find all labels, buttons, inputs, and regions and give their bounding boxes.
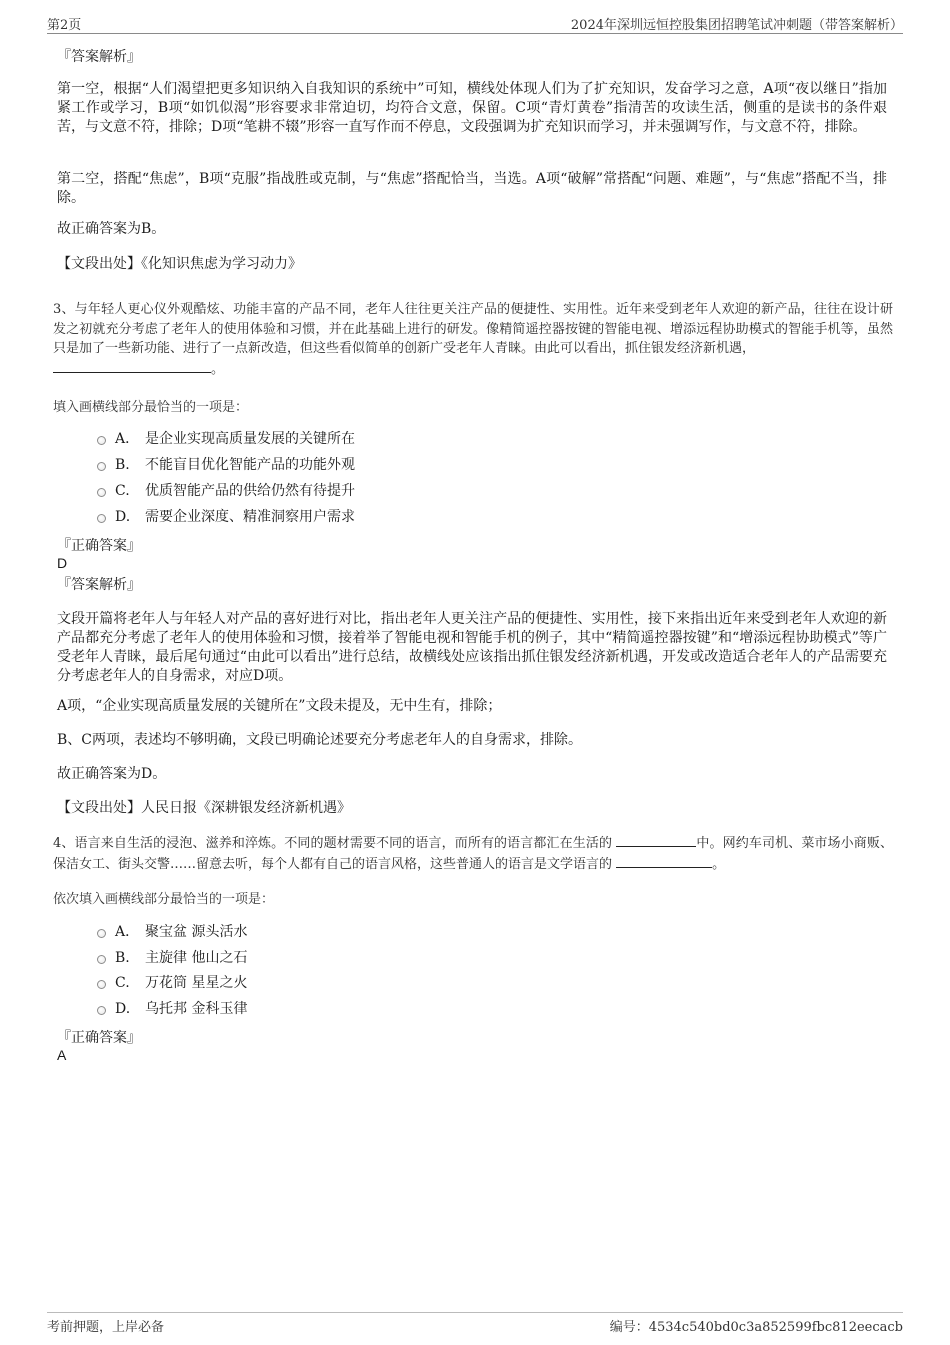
analysis-label: 『答案解析』 — [57, 49, 141, 65]
option-text: 不能盲目优化智能产品的功能外观 — [145, 457, 355, 473]
option-key: D. — [115, 509, 131, 525]
option-key: A． — [115, 431, 140, 447]
option-text: 乌托邦 金科玉律 — [145, 1001, 248, 1017]
answer-conclusion: 故正确答案为B。 — [57, 221, 166, 237]
option-a[interactable] — [97, 430, 355, 448]
radio-icon[interactable] — [97, 462, 106, 471]
page-header — [47, 14, 903, 34]
option-b[interactable] — [97, 949, 247, 967]
correct-answer-label: 『正确答案』 — [57, 1030, 141, 1046]
document-code: 编号：4534c540bd0c3a852599fbc812eecacb — [609, 1320, 903, 1335]
question-stem — [53, 833, 893, 874]
option-text: 聚宝盆 源头活水 — [145, 924, 248, 940]
option-key: C. — [115, 975, 130, 991]
source-citation: 【文段出处】人民日报《深耕银发经济新机遇》 — [57, 800, 351, 816]
option-d[interactable] — [97, 1000, 247, 1018]
analysis-line: A项，“企业实现高质量发展的关键所在”文段未提及，无中生有，排除； — [57, 698, 502, 714]
footer-slogan: 考前押题，上岸必备 — [47, 1320, 165, 1335]
radio-icon[interactable] — [97, 955, 106, 964]
correct-answer: A — [57, 1047, 67, 1063]
option-c[interactable] — [97, 974, 247, 992]
option-text: 需要企业深度、精准洞察用户需求 — [145, 509, 355, 525]
radio-icon[interactable] — [97, 436, 106, 445]
question-text-end: 。 — [211, 361, 225, 377]
analysis-line: B、C两项，表述均不够明确，文段已明确论述要充分考虑老年人的自身需求，排除。 — [57, 732, 582, 748]
page-number: 第2页 — [47, 18, 82, 33]
question-prompt: 填入画横线部分最恰当的一项是： — [53, 400, 249, 415]
radio-icon[interactable] — [97, 980, 106, 989]
analysis-label: 『答案解析』 — [57, 577, 141, 593]
question-text-end: 。 — [712, 856, 726, 872]
radio-icon[interactable] — [97, 488, 106, 497]
answer-conclusion: 故正确答案为D。 — [57, 766, 167, 782]
option-key: C. — [115, 483, 130, 499]
option-b[interactable] — [97, 456, 355, 474]
analysis-paragraph: 文段开篇将老年人与年轻人对产品的喜好进行对比，指出老年人更关注产品的便捷性、实用性，接下来指出近年来受到老年人欢迎的新产品都充分考虑了老年人的使用体验和习惯，接着举了智能电视和智能手机的例子，其中“精简遥控器按键”和“增添远程协助模式”等广受老年人青睐，最后尾句通过“由此可以看出”进行总结，故横线处应该指出抓住银发经济新机遇，开发或改造适合老年人的产品需要充分考虑老年人的自身需求，对应D项。 — [57, 611, 887, 684]
option-text: 优质智能产品的供给仍然有待提升 — [145, 483, 355, 499]
option-key: B. — [115, 457, 130, 473]
question-stem — [53, 300, 893, 379]
analysis-paragraph: 第二空，搭配“焦虑”，B项“克服”指战胜或克制，与“焦虑”搭配恰当，当选。A项“破解”常搭配“问题、难题”，与“焦虑”搭配不当，排除。 — [57, 171, 887, 206]
option-text: 主旋律 他山之石 — [145, 950, 248, 966]
option-key: A． — [115, 924, 140, 940]
source-citation: 【文段出处】《化知识焦虑为学习动力》 — [57, 256, 302, 272]
question-text: 3、与年轻人更心仪外观酷炫、功能丰富的产品不同，老年人往往更关注产品的便捷性、实用性。近年来受到老年人欢迎的新产品，往往在设计研发之初就充分考虑了老年人的使用体验和习惯，并在此基础上进行的研发。像精简遥控器按键的智能电视、增添远程协助模式的智能手机等，虽然只是加了一些新功能、进行了一点新改造，但这些看似简单的创新广受老年人青睐。由此可以看出，抓住银发经济新机遇， — [53, 302, 893, 356]
option-text: 万花筒 星星之火 — [145, 975, 248, 991]
correct-answer-label: 『正确答案』 — [57, 538, 141, 554]
document-title: 2024年深圳远恒控股集团招聘笔试冲刺题（带答案解析） — [570, 18, 903, 33]
option-key: D. — [115, 1001, 131, 1017]
radio-icon[interactable] — [97, 514, 106, 523]
option-d[interactable] — [97, 508, 355, 526]
question-prompt: 依次填入画横线部分最恰当的一项是： — [53, 892, 275, 907]
option-c[interactable] — [97, 482, 355, 500]
option-text: 是企业实现高质量发展的关键所在 — [145, 431, 355, 447]
page-footer — [47, 1312, 903, 1336]
fill-blank — [53, 359, 211, 373]
correct-answer: D — [57, 555, 68, 571]
fill-blank — [616, 833, 696, 847]
question-text: 4、语言来自生活的浸泡、滋养和淬炼。不同的题材需要不同的语言，而所有的语言都汇在生活的 — [53, 836, 613, 851]
option-key: B. — [115, 950, 130, 966]
radio-icon[interactable] — [97, 1006, 106, 1015]
question-text: 中。网约车司机、菜市场小商贩、保洁女工、街头交警……留意去听，每个人都有自己的语言风格，这些普通人的语言是文学语言的 — [53, 836, 893, 872]
radio-icon[interactable] — [97, 929, 106, 938]
analysis-paragraph: 第一空，根据“人们渴望把更多知识纳入自我知识的系统中”可知，横线处体现人们为了扩充知识，发奋学习之意，A项“夜以继日”指加紧工作或学习，B项“如饥似渴”形容要求非常迫切，均符合文意，保留。C项“青灯黄卷”指清苦的攻读生活，侧重的是读书的条件艰苦，与文意不符，排除；D项“笔耕不辍”形容一直写作而不停息，文段强调为扩充知识而学习，并未强调写作，与文意不符，排除。 — [57, 81, 887, 135]
option-a[interactable] — [97, 923, 247, 941]
fill-blank — [616, 854, 712, 868]
